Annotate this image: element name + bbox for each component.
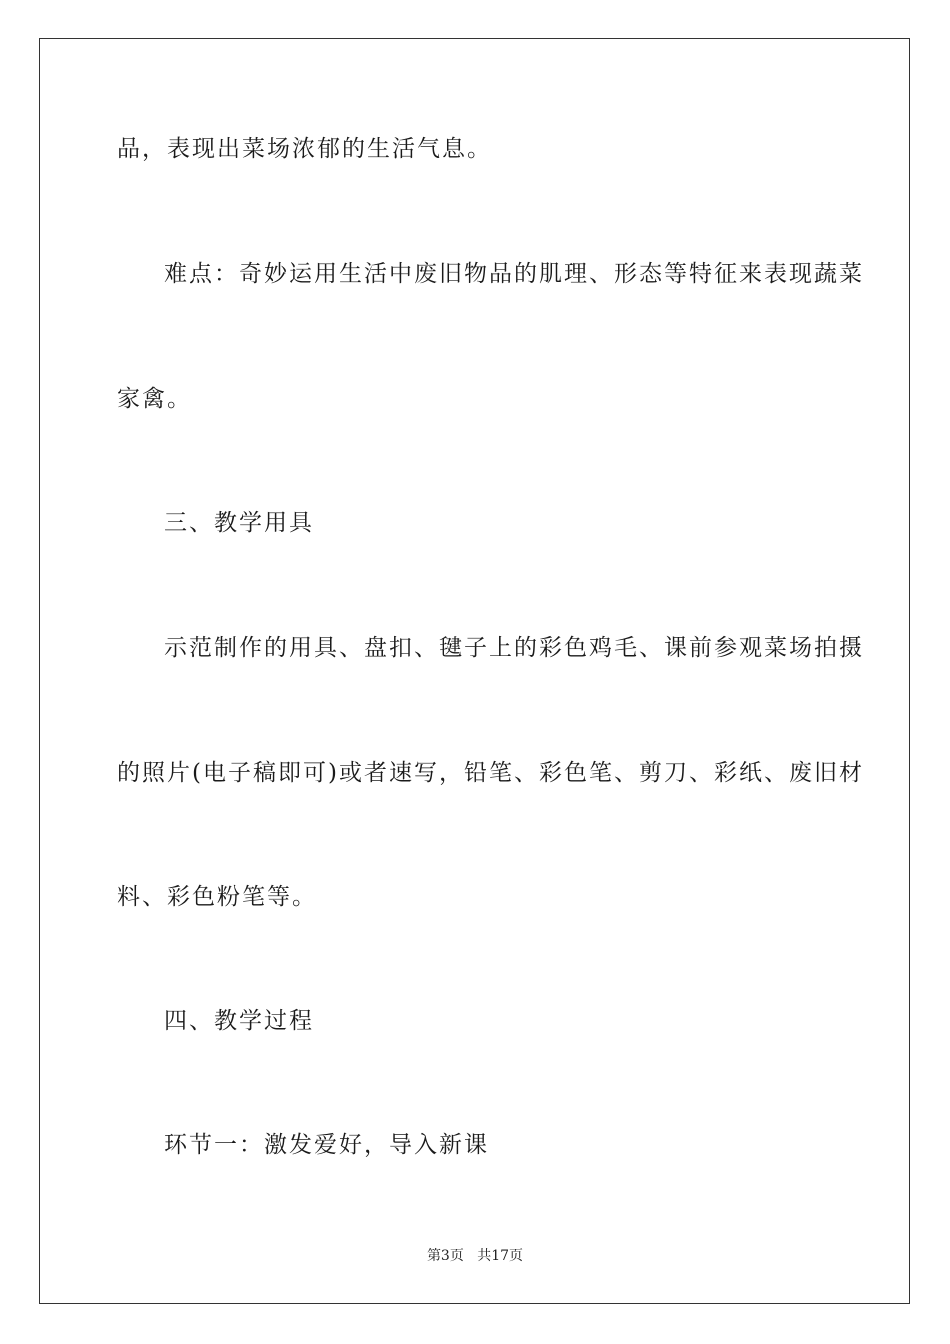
paragraph-line-9: 环节一：激发爱好，导入新课 bbox=[164, 1132, 489, 1158]
paragraph-line-1: 品，表现出菜场浓郁的生活气息。 bbox=[117, 136, 492, 162]
page-number: 第3页 bbox=[426, 1248, 464, 1264]
page-border bbox=[39, 38, 910, 1304]
page-total: 共17页 bbox=[477, 1248, 524, 1264]
section-heading-process: 四、教学过程 bbox=[164, 1008, 314, 1034]
section-heading-tools: 三、教学用具 bbox=[164, 510, 314, 536]
paragraph-line-3: 家禽。 bbox=[117, 386, 192, 412]
paragraph-line-7: 料、彩色粉笔等。 bbox=[117, 884, 317, 910]
paragraph-line-5: 示范制作的用具、盘扣、毽子上的彩色鸡毛、课前参观菜场拍摄 bbox=[164, 635, 864, 661]
paragraph-line-2: 难点：奇妙运用生活中废旧物品的肌理、形态等特征来表现蔬菜 bbox=[164, 261, 864, 287]
page-footer bbox=[0, 1246, 950, 1266]
paragraph-line-6: 的照片(电子稿即可)或者速写，铅笔、彩色笔、剪刀、彩纸、废旧材 bbox=[117, 760, 864, 786]
